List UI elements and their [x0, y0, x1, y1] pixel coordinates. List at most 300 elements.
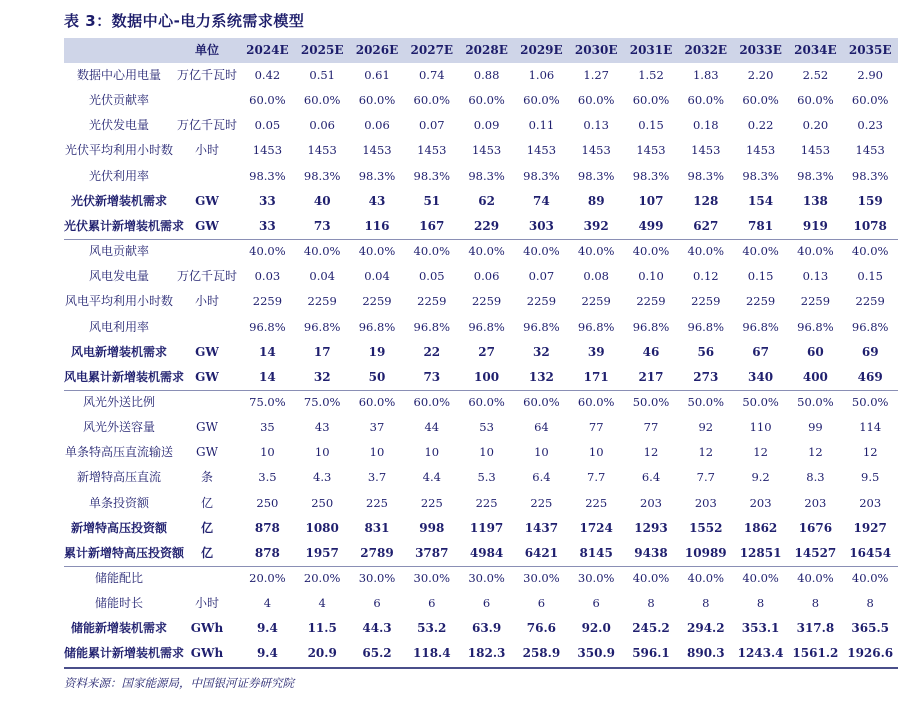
table-cell: 96.8% [303, 319, 341, 334]
table-cell: 53.2 [417, 621, 447, 636]
row-label: 储能新增装机需求 [70, 621, 167, 636]
table-cell: 37 [369, 420, 385, 435]
row-label: 单条特高压直流输送 [64, 445, 173, 460]
table-cell: 4984 [469, 545, 504, 560]
table-cell: 73 [313, 218, 331, 233]
table-row [64, 415, 898, 440]
table-cell: 0.15 [857, 269, 883, 284]
table-cell: 50.0% [851, 394, 889, 409]
table-cell: 225 [420, 495, 443, 510]
table-cell: 1453 [362, 143, 392, 158]
table-cell: 6421 [524, 545, 559, 560]
table-cell: 8 [647, 596, 655, 611]
header-year: 2024E [246, 43, 289, 57]
row-unit: GW [195, 218, 219, 233]
table-bottom-rule [64, 667, 898, 669]
row-unit: 小时 [194, 294, 219, 309]
table-cell: 14 [259, 369, 276, 384]
table-cell: 33 [259, 193, 276, 208]
table-cell: 1724 [579, 520, 613, 535]
table-cell: 96.8% [851, 319, 889, 334]
table-cell: 96.8% [523, 319, 560, 334]
table-cell: 5.3 [477, 470, 496, 485]
table-header [64, 38, 898, 63]
table-cell: 39 [587, 344, 605, 359]
table-cell: 0.06 [473, 269, 500, 284]
table-cell: 203 [640, 495, 662, 510]
row-unit: 亿 [200, 520, 213, 535]
table-cell: 30.0% [358, 571, 396, 585]
table-cell: 74 [533, 193, 550, 208]
table-cell: 159 [857, 193, 883, 208]
table-cell: 92 [698, 420, 714, 435]
table-cell: 203 [859, 495, 882, 510]
row-unit: 万亿千瓦时 [176, 118, 237, 133]
header-unit: 单位 [194, 43, 219, 57]
table-cell: 98.3% [413, 168, 451, 183]
table-cell: 75.0% [303, 394, 341, 409]
table-cell: 0.12 [692, 269, 719, 284]
table-cell: 12851 [739, 545, 782, 560]
table-cell: 35 [260, 420, 275, 435]
table-cell: 50 [368, 369, 386, 384]
table-cell: 365.5 [851, 621, 889, 636]
table-cell: 340 [748, 369, 774, 384]
table-cell: 831 [364, 520, 390, 535]
table-cell: 225 [366, 495, 388, 510]
row-unit [174, 566, 240, 591]
table-cell: 6.4 [532, 470, 551, 485]
table-cell: 20.0% [249, 571, 286, 585]
table-cell: 1926.6 [847, 646, 894, 661]
table-row [64, 440, 898, 465]
table-row [64, 138, 898, 163]
table-cell: 107 [638, 193, 664, 208]
table-cell: 229 [474, 218, 500, 233]
row-label: 光伏贡献率 [88, 93, 149, 108]
table-cell: 60.0% [413, 93, 451, 108]
row-unit: 亿 [200, 495, 213, 510]
row-label: 光伏发电量 [88, 118, 149, 133]
table-cell: 0.22 [747, 118, 774, 133]
table-cell: 10989 [684, 545, 727, 560]
table-cell: 0.06 [364, 118, 390, 133]
row-unit: 万亿千瓦时 [176, 269, 237, 284]
table-cell: 10 [314, 445, 330, 460]
row-label: 数据中心用电量 [76, 68, 161, 82]
table-cell: 132 [528, 369, 554, 384]
row-label: 累计新增特高压投资额 [64, 545, 185, 560]
table-cell: 1453 [855, 143, 885, 158]
row-label: 储能累计新增装机需求 [64, 646, 185, 661]
row-label: 新增特高压直流 [76, 470, 161, 485]
table-cell: 128 [693, 193, 719, 208]
table-cell: 1561.2 [792, 646, 839, 661]
table-cell: 99 [808, 420, 823, 435]
table-cell: 56 [697, 344, 715, 359]
table-cell: 76.6 [526, 621, 557, 636]
table-cell: 0.61 [364, 68, 390, 82]
table-cell: 98.3% [742, 168, 779, 183]
table-cell: 100 [474, 369, 500, 384]
table-cell: 96.8% [797, 319, 834, 334]
table-cell: 0.23 [857, 118, 883, 133]
table-row [64, 264, 898, 289]
table-cell: 2259 [417, 294, 447, 309]
table-cell: 1080 [305, 520, 339, 535]
table-cell: 77 [643, 420, 659, 435]
table-cell: 3.7 [367, 470, 387, 485]
table-cell: 167 [419, 218, 445, 233]
table-cell: 303 [528, 218, 554, 233]
table-row [64, 541, 898, 566]
table-row [64, 113, 898, 138]
table-cell: 4.4 [422, 470, 441, 485]
table-cell: 171 [583, 369, 609, 384]
table-cell: 203 [804, 495, 827, 510]
table-cell: 1.83 [692, 68, 719, 82]
table-cell: 499 [638, 218, 664, 233]
table-cell: 6 [428, 596, 436, 611]
table-cell: 60.0% [358, 93, 396, 108]
table-cell: 60.0% [249, 93, 286, 108]
row-label: 风光外送比例 [82, 394, 155, 409]
table-cell: 98.3% [523, 168, 560, 183]
row-unit: 小时 [194, 596, 219, 611]
table-cell: 1293 [634, 520, 668, 535]
table-cell: 0.05 [418, 269, 445, 284]
table-row [64, 315, 898, 340]
table-cell: 0.09 [473, 118, 500, 133]
table-cell: 110 [749, 420, 772, 435]
table-cell: 0.13 [583, 118, 609, 133]
table-cell: 0.74 [418, 68, 445, 82]
table-cell: 1078 [853, 218, 887, 233]
table-cell: 2.20 [747, 68, 774, 82]
table-cell: 9.4 [256, 621, 278, 636]
table-cell: 6 [592, 596, 600, 611]
row-unit: 亿 [200, 545, 213, 560]
table-row [64, 340, 898, 365]
table-cell: 154 [748, 193, 774, 208]
table-cell: 12 [643, 445, 659, 460]
table-cell: 203 [694, 495, 717, 510]
table-row [64, 616, 898, 641]
table-cell: 9.4 [256, 646, 278, 661]
table-cell: 118.4 [413, 646, 451, 661]
table-cell: 40.0% [523, 244, 560, 259]
row-label: 风电新增装机需求 [70, 344, 167, 359]
table-cell: 1453 [691, 143, 721, 158]
table-cell: 0.88 [473, 68, 500, 82]
table-cell: 60.0% [413, 394, 451, 409]
table-cell: 1243.4 [737, 646, 784, 661]
table-cell: 3787 [415, 545, 449, 560]
table-cell: 30.0% [523, 571, 560, 585]
table-row [64, 591, 898, 616]
table-cell: 12 [808, 445, 823, 460]
table-cell: 98.3% [632, 168, 670, 183]
table-cell: 0.15 [747, 269, 774, 284]
table-cell: 98.3% [249, 168, 286, 183]
table-cell: 40.0% [851, 244, 889, 259]
row-unit: 小时 [194, 143, 219, 158]
table-cell: 250 [311, 495, 334, 510]
group-divider [64, 566, 898, 567]
table-cell: 9438 [634, 545, 668, 560]
table-cell: 469 [857, 369, 883, 384]
table-cell: 1453 [307, 143, 337, 158]
table-cell: 98.3% [303, 168, 341, 183]
table-cell: 7.7 [696, 470, 715, 485]
table-cell: 350.9 [577, 646, 615, 661]
table-cell: 50.0% [687, 394, 725, 409]
table-cell: 92.0 [581, 621, 611, 636]
table-cell: 10 [369, 445, 385, 460]
row-unit [174, 164, 240, 189]
table-cell: 98.3% [468, 168, 505, 183]
table-cell: 44.3 [362, 621, 392, 636]
header-year: 2028E [465, 43, 508, 57]
table-cell: 98.3% [687, 168, 725, 183]
table-cell: 32 [313, 369, 331, 384]
header-year: 2030E [574, 43, 618, 57]
row-label: 单条投资额 [88, 495, 149, 510]
row-unit [174, 88, 240, 113]
table-cell: 30.0% [577, 571, 615, 585]
table-row [64, 289, 898, 314]
table-cell: 9.5 [861, 470, 880, 485]
table-cell: 2259 [581, 294, 611, 309]
table-cell: 12 [753, 445, 768, 460]
table-cell: 53 [479, 420, 494, 435]
row-label: 光伏新增装机需求 [70, 193, 167, 208]
row-unit: GW [195, 193, 219, 208]
table-cell: 77 [588, 420, 604, 435]
table-cell: 10 [424, 445, 440, 460]
table-cell: 138 [802, 193, 828, 208]
table-cell: 43 [314, 420, 330, 435]
table-cell: 1927 [853, 520, 887, 535]
table-cell: 50.0% [742, 394, 779, 409]
table-cell: 0.05 [254, 118, 281, 133]
table-cell: 116 [364, 218, 390, 233]
table-cell: 2259 [745, 294, 776, 309]
row-unit: GWh [190, 621, 224, 636]
table-cell: 1437 [524, 520, 559, 535]
table-cell: 40.0% [303, 244, 341, 259]
table-cell: 89 [587, 193, 605, 208]
table-row [64, 214, 898, 239]
table-cell: 0.08 [583, 269, 609, 284]
table-cell: 40.0% [249, 244, 286, 259]
table-cell: 63.9 [471, 621, 502, 636]
row-unit: GW [195, 344, 219, 359]
row-unit [174, 390, 240, 415]
table-row [64, 491, 898, 516]
table-cell: 96.8% [742, 319, 779, 334]
header-label [64, 38, 174, 63]
table-cell: 98.3% [851, 168, 889, 183]
table-cell: 1676 [798, 520, 833, 535]
table-cell: 1453 [526, 143, 557, 158]
row-label: 光伏累计新增装机需求 [64, 218, 185, 233]
table-cell: 12 [698, 445, 714, 460]
row-label: 风电利用率 [88, 319, 149, 334]
table-cell: 8 [756, 596, 765, 611]
table-cell: 40.0% [851, 571, 889, 585]
table-cell: 1552 [689, 520, 723, 535]
table-cell: 8 [866, 596, 874, 611]
header-year: 2031E [629, 43, 673, 57]
row-label: 风电发电量 [88, 269, 149, 284]
row-label: 储能时长 [94, 596, 143, 611]
table-cell: 96.8% [413, 319, 451, 334]
table-cell: 273 [693, 369, 719, 384]
table-cell: 96.8% [577, 319, 615, 334]
table-cell: 96.8% [468, 319, 505, 334]
table-cell: 60.0% [742, 93, 779, 108]
table-cell: 0.18 [692, 118, 719, 133]
table-cell: 10 [479, 445, 494, 460]
table-cell: 8 [811, 596, 820, 611]
group-divider [64, 239, 898, 240]
table-cell: 0.15 [638, 118, 664, 133]
table-cell: 225 [585, 495, 608, 510]
table-cell: 60.0% [632, 93, 670, 108]
table-row [64, 516, 898, 541]
table-cell: 245.2 [632, 621, 670, 636]
table-cell: 0.04 [364, 269, 390, 284]
table-cell: 9.2 [751, 470, 770, 485]
table-cell: 10 [588, 445, 604, 460]
table-cell: 1453 [417, 143, 447, 158]
table-title: 表 3：数据中心-电力系统需求模型 [64, 12, 305, 30]
table-cell: 65.2 [362, 646, 392, 661]
table-cell: 12 [862, 445, 878, 460]
table-cell: 0.10 [638, 269, 664, 284]
table-cell: 4.3 [313, 470, 332, 485]
table-row [64, 641, 898, 666]
table-cell: 1453 [745, 143, 776, 158]
table-cell: 16454 [849, 545, 892, 560]
table-cell: 73 [423, 369, 441, 384]
table-cell: 317.8 [796, 621, 835, 636]
table-cell: 878 [254, 520, 280, 535]
row-unit: 万亿千瓦时 [176, 68, 237, 82]
table-cell: 0.03 [254, 269, 281, 284]
table-cell: 781 [748, 218, 774, 233]
table-cell: 60.0% [577, 394, 615, 409]
table-cell: 40.0% [358, 244, 396, 259]
table-cell: 2259 [855, 294, 885, 309]
table-cell: 96.8% [687, 319, 725, 334]
table-row [64, 566, 898, 591]
table-cell: 2.52 [802, 68, 829, 82]
table-cell: 1453 [252, 143, 283, 158]
table-cell: 17 [313, 344, 331, 359]
table-cell: 1862 [743, 520, 778, 535]
table-cell: 27 [478, 344, 495, 359]
table-cell: 7.7 [587, 470, 606, 485]
table-cell: 596.1 [632, 646, 670, 661]
table-cell: 60.0% [851, 93, 889, 108]
table-cell: 225 [475, 495, 498, 510]
table-cell: 44 [424, 420, 440, 435]
table-cell: 98.3% [797, 168, 834, 183]
table-cell: 8 [702, 596, 710, 611]
table-cell: 919 [802, 218, 828, 233]
header-year: 2029E [520, 43, 563, 57]
table-row [64, 390, 898, 415]
table-cell: 8145 [579, 545, 613, 560]
header-year: 2033E [739, 43, 782, 57]
table-cell: 60.0% [797, 93, 834, 108]
table-cell: 258.9 [522, 646, 561, 661]
table-cell: 353.1 [741, 621, 780, 636]
table-row [64, 365, 898, 390]
table-cell: 3.5 [258, 470, 277, 485]
table-cell: 10 [260, 445, 275, 460]
row-label: 风电贡献率 [88, 244, 149, 259]
header-year: 2035E [848, 43, 892, 57]
table-cell: 6 [482, 596, 491, 611]
table-cell: 40.0% [468, 244, 505, 259]
table-cell: 19 [368, 344, 386, 359]
table-cell: 878 [254, 545, 280, 560]
header-year: 2025E [300, 43, 344, 57]
table-cell: 96.8% [632, 319, 670, 334]
table-cell: 60.0% [468, 394, 505, 409]
table-cell: 1453 [471, 143, 502, 158]
table-cell: 40.0% [687, 244, 725, 259]
row-label: 储能配比 [94, 571, 143, 585]
table-cell: 294.2 [687, 621, 725, 636]
table-cell: 182.3 [467, 646, 506, 661]
table-cell: 22 [423, 344, 441, 359]
table-cell: 50.0% [797, 394, 834, 409]
table-cell: 0.42 [254, 68, 281, 82]
table-cell: 2789 [360, 545, 394, 560]
row-label: 风电累计新增装机需求 [64, 369, 185, 384]
table-cell: 400 [802, 369, 828, 384]
table-cell: 1197 [469, 520, 504, 535]
row-unit [174, 315, 240, 340]
table-cell: 0.11 [528, 118, 555, 133]
table-cell: 217 [638, 369, 664, 384]
table-cell: 51 [423, 193, 441, 208]
table-cell: 40.0% [632, 571, 670, 585]
table-cell: 40.0% [742, 244, 779, 259]
header-year: 2026E [355, 43, 399, 57]
table-cell: 96.8% [249, 319, 286, 334]
table-cell: 627 [693, 218, 719, 233]
table-cell: 60.0% [523, 93, 560, 108]
table-cell: 40.0% [577, 244, 615, 259]
table-cell: 0.07 [528, 269, 555, 284]
table-cell: 1.06 [528, 68, 555, 82]
table-cell: 6 [537, 596, 546, 611]
table-cell: 890.3 [687, 646, 725, 661]
row-unit: GW [195, 369, 219, 384]
table-cell: 30.0% [413, 571, 451, 585]
table-cell: 1.27 [583, 68, 609, 82]
table-cell: 2259 [252, 294, 283, 309]
table-cell: 69 [861, 344, 879, 359]
table-cell: 20.9 [307, 646, 337, 661]
row-unit: 条 [200, 470, 213, 485]
table-cell: 64 [534, 420, 549, 435]
